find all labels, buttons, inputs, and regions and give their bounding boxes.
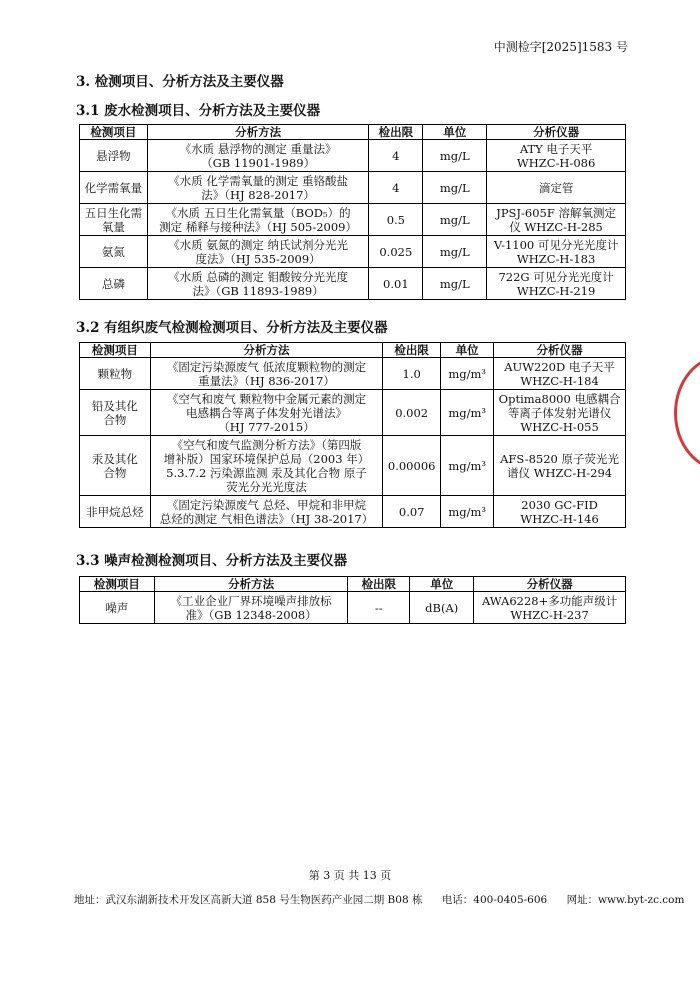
- cell-method-line: 《水质 总磷的测定 钼酸铵分光光度: [168, 269, 348, 284]
- cell-method-line: （GB 11901-1989）: [201, 155, 316, 170]
- cell-item: 悬浮物: [80, 140, 148, 172]
- cell-method-line: 《工业企业厂界环境噪声排放标: [170, 593, 332, 608]
- cell-instrument: [487, 172, 626, 204]
- cell-item: 非甲烷总烃: [80, 496, 151, 528]
- cell-method: [150, 496, 382, 528]
- cell-limit: 1.0: [383, 358, 441, 390]
- cell-instrument-line: Optima8000 电感耦合: [498, 391, 621, 406]
- cell-method-line: 《空气和废气监测分析方法》（第四版: [171, 437, 362, 452]
- cell-instrument-line: 等离子体发射光谱仪: [507, 405, 612, 420]
- cell-instrument-line: 谱仪 WHZC-H-294: [507, 465, 613, 480]
- cell-instrument: [474, 592, 626, 624]
- cell-limit: 0.00006: [383, 436, 441, 496]
- cell-method-line: 重量法》（HJ 836-2017）: [198, 373, 335, 388]
- cell-item-line: 铅及其化: [91, 398, 138, 413]
- cell-item: [80, 204, 148, 236]
- cell-limit: 0.025: [369, 236, 423, 268]
- header-method: 分析方法: [150, 343, 382, 358]
- cell-method: [147, 236, 369, 268]
- cell-limit: 0.07: [383, 496, 441, 528]
- cell-unit: mg/m³: [441, 436, 494, 496]
- cell-instrument-line: AUW220D 电子天平: [504, 359, 615, 374]
- cell-method: [150, 390, 382, 436]
- table-row: [80, 358, 626, 390]
- cell-item-line: 五日生化需: [84, 205, 143, 220]
- cell-instrument-line: WHZC-H-055: [520, 419, 599, 434]
- cell-method: [147, 172, 369, 204]
- table-header-row: [80, 343, 626, 358]
- cell-instrument-line: WHZC-H-146: [520, 511, 599, 526]
- cell-method: [147, 204, 369, 236]
- cell-limit: 0.01: [369, 268, 423, 300]
- table-row: [80, 204, 626, 236]
- header-limit: 检出限: [348, 577, 410, 592]
- cell-method-line: 《水质 五日生化需氧量（BOD₅）的: [165, 205, 351, 220]
- section-3-title: 3. 检测项目、分析方法及主要仪器: [76, 74, 284, 90]
- cell-unit: mg/L: [423, 172, 487, 204]
- header-unit: 单位: [441, 343, 494, 358]
- cell-instrument-line: WHZC-H-184: [520, 373, 599, 388]
- cell-method-line: 度法》（HJ 535-2009）: [195, 251, 321, 266]
- footer-website: 网址：www.byt-zc.com: [566, 894, 685, 906]
- wastewater-table: [79, 124, 626, 300]
- cell-instrument: [494, 496, 626, 528]
- cell-item-line: 氧量: [101, 219, 125, 234]
- cell-instrument: [487, 268, 626, 300]
- page-number: 第 3 页 共 13 页: [308, 869, 392, 882]
- cell-method-line: 准》（GB 12348-2008）: [185, 607, 317, 622]
- table-header-row: [80, 577, 626, 592]
- cell-instrument-line: 滴定管: [538, 180, 574, 195]
- cell-method-line: 测定 稀释与接种法》（HJ 505-2009）: [159, 219, 357, 234]
- cell-method: [150, 358, 382, 390]
- section-3-2-title: 3.2 有组织废气检测检测项目、分析方法及主要仪器: [76, 320, 388, 336]
- footer-address: 地址：武汉东湖新技术开发区高新大道 858 号生物医药产业园二期 B08 栋: [74, 894, 423, 906]
- table-row: [80, 172, 626, 204]
- table-row: [80, 268, 626, 300]
- cell-method: [150, 436, 382, 496]
- cell-instrument-line: JPSJ-605F 溶解氧测定: [496, 205, 617, 220]
- cell-instrument-line: AFS-8520 原子荧光光: [500, 451, 620, 466]
- cell-instrument-line: AWA6228+多功能声级计: [481, 593, 618, 608]
- table-row: [80, 436, 626, 496]
- cell-instrument-line: V-1100 可见分光光度计: [493, 237, 619, 252]
- cell-item: [80, 436, 151, 496]
- table-row: [80, 390, 626, 436]
- cell-method: [147, 140, 369, 172]
- cell-unit: dB(A): [410, 592, 474, 624]
- cell-item: 颗粒物: [80, 358, 151, 390]
- cell-method-line: 5.3.7.2 污染源监测 汞及其化合物 原子: [166, 465, 367, 480]
- cell-instrument-line: WHZC-H-219: [516, 283, 596, 298]
- cell-method-line: 荧光分光光度法: [226, 479, 307, 494]
- cell-item: 噪声: [80, 592, 155, 624]
- header-limit: 检出限: [369, 125, 423, 140]
- table-row: [80, 140, 626, 172]
- cell-unit: mg/L: [423, 236, 487, 268]
- cell-limit: 4: [369, 172, 423, 204]
- cell-method-line: 《水质 悬浮物的测定 重量法》: [179, 141, 337, 156]
- cell-method-line: 《空气和废气 颗粒物中金属元素的测定: [166, 391, 367, 406]
- section-3-3-title: 3.3 噪声检测检测项目、分析方法及主要仪器: [76, 553, 348, 569]
- cell-instrument-line: 2030 GC-FID: [521, 497, 598, 512]
- cell-instrument-line: WHZC-H-237: [510, 607, 589, 622]
- cell-unit: mg/m³: [441, 496, 494, 528]
- header-instrument: 分析仪器: [474, 577, 626, 592]
- header-method: 分析方法: [147, 125, 369, 140]
- cell-instrument: [494, 358, 626, 390]
- noise-table: [79, 576, 626, 624]
- table-row: [80, 496, 626, 528]
- footer: [74, 892, 700, 907]
- cell-instrument-line: WHZC-H-086: [516, 155, 596, 170]
- cell-item-line: 合物: [103, 412, 127, 427]
- cell-unit: mg/m³: [441, 390, 494, 436]
- cell-instrument: [487, 140, 626, 172]
- cell-method-line: 增补版）国家环境保护总局（2003 年）: [163, 451, 370, 466]
- cell-unit: mg/L: [423, 140, 487, 172]
- cell-unit: mg/L: [423, 204, 487, 236]
- header-unit: 单位: [410, 577, 474, 592]
- cell-item: 氨氮: [80, 236, 148, 268]
- cell-instrument: [487, 204, 626, 236]
- cell-instrument-line: 722G 可见分光光度计: [498, 269, 614, 284]
- cell-limit: --: [348, 592, 410, 624]
- cell-instrument-line: WHZC-H-183: [516, 251, 596, 266]
- cell-instrument: [494, 390, 626, 436]
- header-instrument: 分析仪器: [494, 343, 626, 358]
- report-number: 中测检字[2025]1583 号: [493, 40, 628, 54]
- table-row: [80, 236, 626, 268]
- cell-method-line: 《水质 化学需氧量的测定 重铬酸盐: [168, 173, 348, 188]
- cell-instrument-line: 仪 WHZC-H-285: [509, 219, 603, 234]
- cell-limit: 4: [369, 140, 423, 172]
- cell-unit: mg/L: [423, 268, 487, 300]
- header-method: 分析方法: [154, 577, 348, 592]
- cell-instrument-line: ATY 电子天平: [519, 141, 593, 156]
- cell-instrument: [487, 236, 626, 268]
- cell-unit: mg/m³: [441, 358, 494, 390]
- table-row: [80, 592, 626, 624]
- table-header-row: [80, 125, 626, 140]
- cell-item-line: 汞及其化: [91, 451, 138, 466]
- cell-method: [154, 592, 348, 624]
- header-item: 检测项目: [80, 125, 148, 140]
- cell-limit: 0.5: [369, 204, 423, 236]
- footer-phone: 电话：400-0405-606: [441, 894, 548, 906]
- section-3-1-title: 3.1 废水检测项目、分析方法及主要仪器: [76, 103, 321, 119]
- cell-method-line: 法》（GB 11893-1989）: [192, 283, 324, 298]
- organized-exhaust-table: [79, 342, 626, 528]
- cell-instrument: [494, 436, 626, 496]
- cell-method-line: 《水质 氨氮的测定 纳氏试剂分光光: [168, 237, 348, 252]
- cell-method-line: 法》（HJ 828-2017）: [201, 187, 315, 202]
- cell-method-line: 《固定污染源废气 总烃、甲烷和非甲烷: [166, 497, 367, 512]
- cell-limit: 0.002: [383, 390, 441, 436]
- cell-method-line: 《固定污染源废气 低浓度颗粒物的测定: [166, 359, 367, 374]
- header-item: 检测项目: [80, 577, 155, 592]
- header-instrument: 分析仪器: [487, 125, 626, 140]
- cell-method: [147, 268, 369, 300]
- header-limit: 检出限: [383, 343, 441, 358]
- seal-stamp-edge: [674, 355, 700, 465]
- cell-item: 化学需氧量: [80, 172, 148, 204]
- cell-item: 总磷: [80, 268, 148, 300]
- cell-method-line: （HJ 777-2015）: [218, 419, 315, 434]
- cell-method-line: 电感耦合等离子体发射光谱法》: [186, 405, 347, 420]
- cell-method-line: 总烃的测定 气相色谱法》（HJ 38-2017）: [159, 511, 374, 526]
- cell-item: [80, 390, 151, 436]
- header-unit: 单位: [423, 125, 487, 140]
- header-item: 检测项目: [80, 343, 151, 358]
- cell-item-line: 合物: [103, 465, 127, 480]
